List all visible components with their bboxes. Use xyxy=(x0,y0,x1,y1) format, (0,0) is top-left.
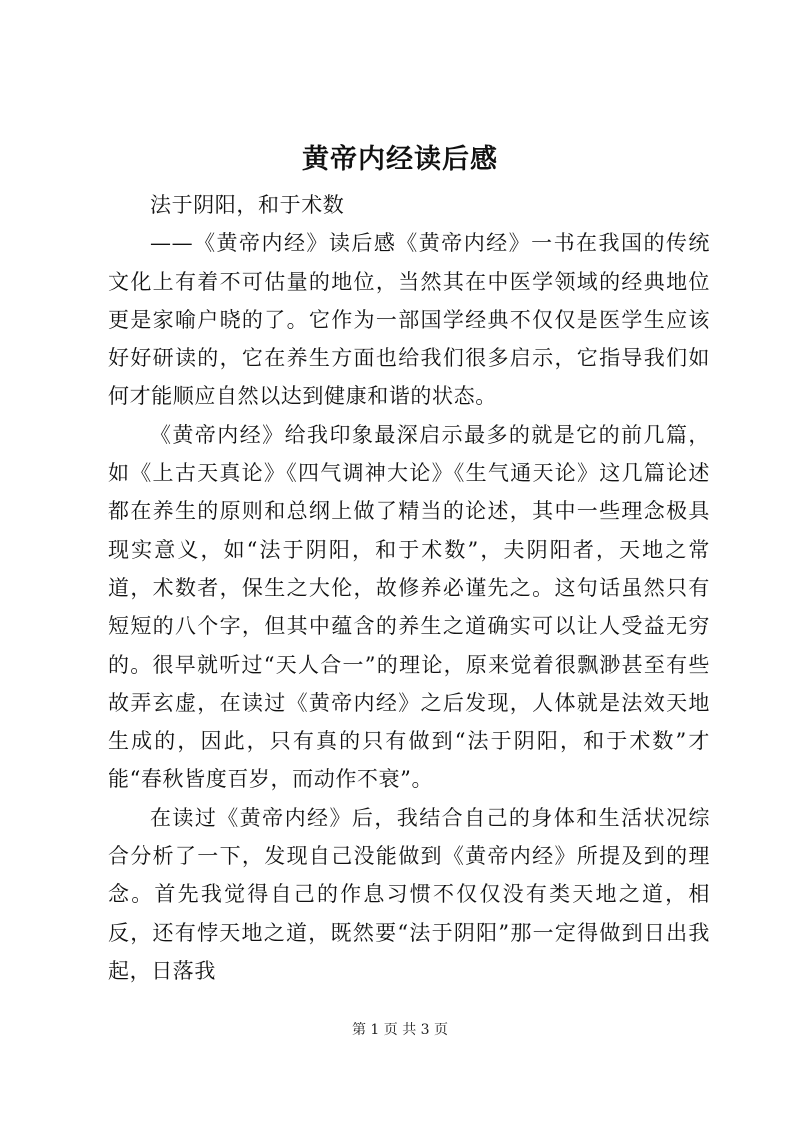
document-body xyxy=(108,186,710,990)
paragraph-reflection: 在读过《黄帝内经》后，我结合自己的身体和生活状况综合分析了一下，发现自己没能做到《黄帝内经》所提及到的理念。首先我觉得自己的作息习惯不仅仅没有类天地之道，相反，还有悖天地之道，既然要“法于阴阳”那一定得做到日出我起，日落我 xyxy=(108,805,710,983)
page-number-footer: 第 1 页 共 3 页 xyxy=(351,1022,449,1038)
document-title: 黄帝内经读后感 xyxy=(302,144,498,175)
paragraph-subtitle: 法于阴阳，和于术数 xyxy=(150,193,345,217)
paragraph-impression: 《黄帝内经》给我印象最深启示最多的就是它的前几篇，如《上古天真论》《四气调神大论》《生气通天论》这几篇论述都在养生的原则和总纲上做了精当的论述，其中一些理念极具现实意义，如“法于阴阳，和于术数”，夫阴阳者，天地之常道，术数者，保生之大伦，故修养必谨先之。这句话虽然只有短短的八个字，但其中蕴含的养生之道确实可以让人受益无穷的。很早就听过“天人合一”的理论，原来觉着很飘渺甚至有些故弄玄虚，在读过《黄帝内经》之后发现，人体就是法效天地生成的，因此，只有真的只有做到“法于阴阳，和于术数”才能“春秋皆度百岁，而动作不衰”。 xyxy=(108,422,710,792)
paragraph-intro: ——《黄帝内经》读后感《黄帝内经》一书在我国的传统文化上有着不可估量的地位，当然其在中医学领域的经典地位更是家喻户晓的了。它作为一部国学经典不仅仅是医学生应该好好研读的，它在养生方面也给我们很多启示，它指导我们如何才能顺应自然以达到健康和谐的状态。 xyxy=(108,231,710,409)
